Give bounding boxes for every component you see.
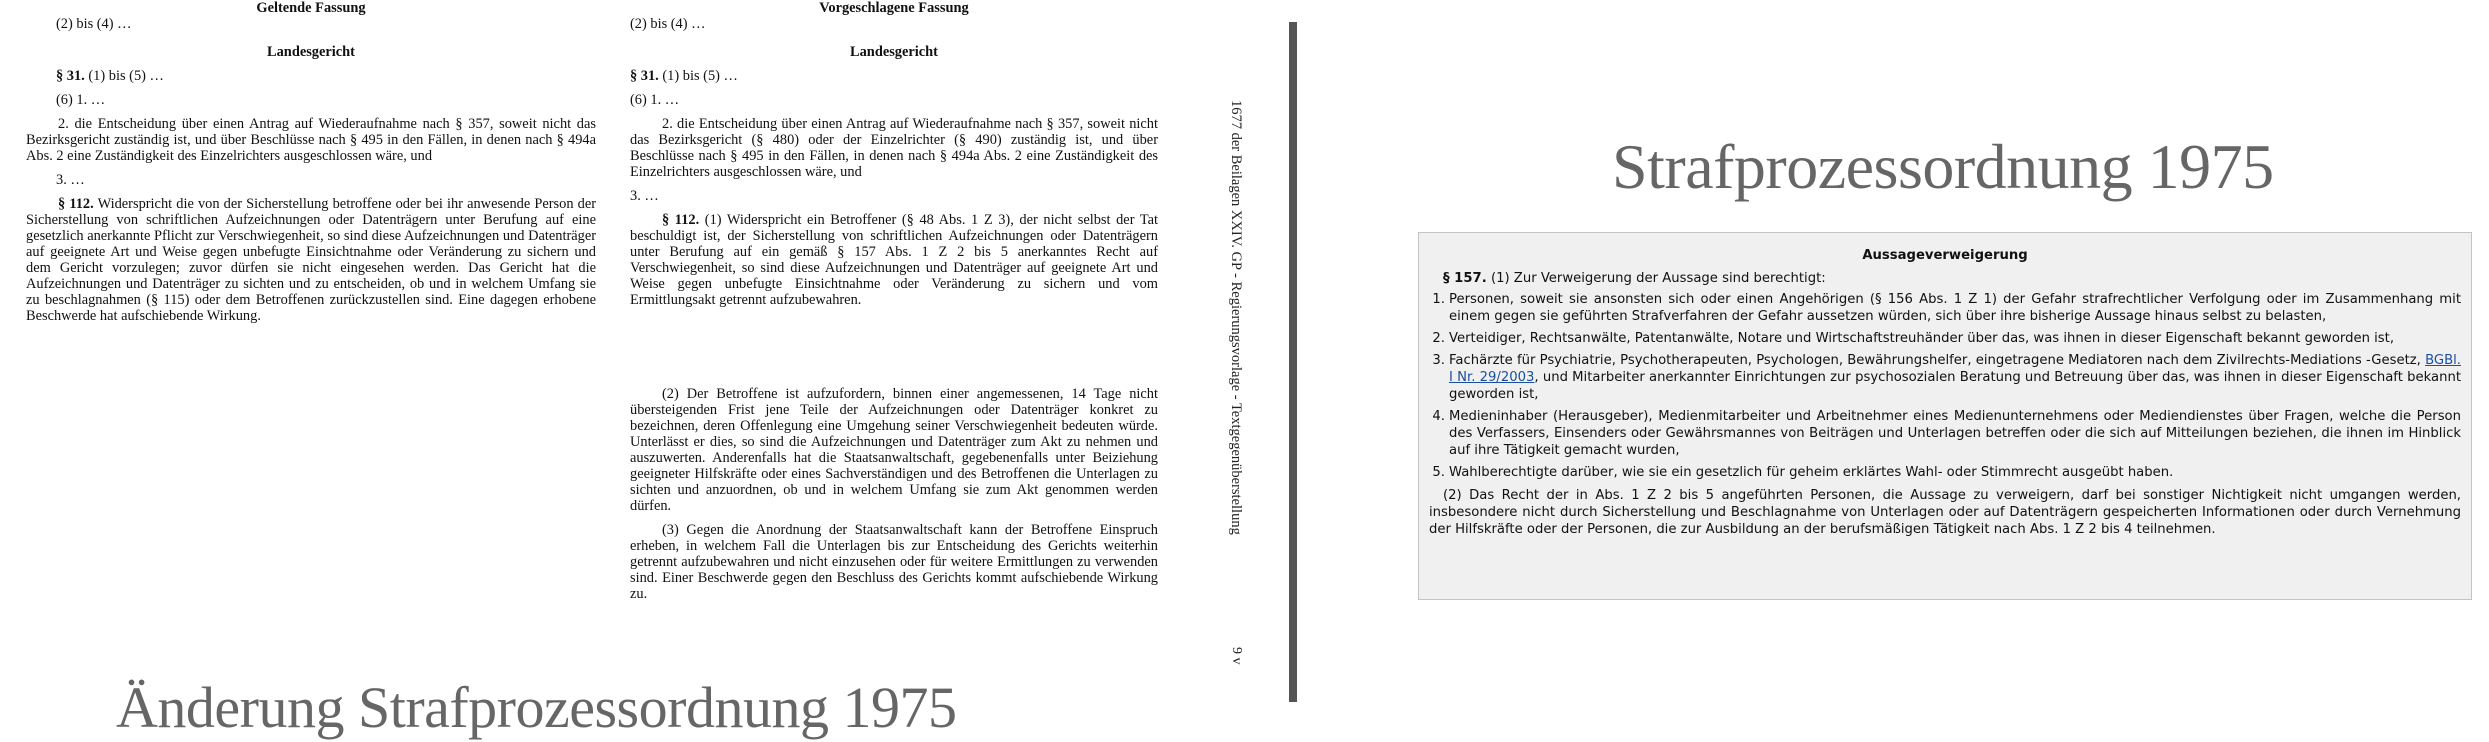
text-segment: Fachärzte für Psychiatrie, Psychotherapeuten, Psychologen, Bewährungshelfer, eingetragene Mediatoren nach dem Zivilrechts-Mediations -Gesetz, xyxy=(1449,353,2426,368)
list-item-number: 1. xyxy=(1432,292,1445,307)
current-version-column xyxy=(26,0,596,324)
section-number: § 31. xyxy=(630,68,659,84)
proposed-version-column xyxy=(630,0,1158,602)
law-excerpt-box xyxy=(1418,232,2472,600)
list-item xyxy=(1429,464,2461,481)
paragraph: (6) 1. … xyxy=(630,92,680,108)
page-margin-label xyxy=(1226,100,1250,665)
list-item-text xyxy=(1449,352,2461,403)
paragraph: (2) Der Betroffene ist aufzufordern, binnen einer angemessenen, 14 Tage nicht übersteigenden Frist jene Teile der Aufzeichnungen oder Datenträger konkret zu bezeichnen, deren Offenlegung eine Umgehung seiner Verschwiegenheit bedeuten würde. Unterlässt er dies, so sind die Aufzeichnungen und Datenträger zum Akt zu nehmen und auszuwerten. Anderenfalls hat die Staatsanwaltschaft, gegebenenfalls unter Beiziehung geeigneter Hilfskräfte oder eines Sachverständigen und des Betroffenen die Unterlagen zu sichten und anzuordnen, ob und in welchem Umfang sie zum Akt genommen werden dürfen. xyxy=(630,386,1158,514)
list-item-number: 3. xyxy=(1432,353,1445,368)
list xyxy=(1429,291,2461,481)
paragraph: 2. die Entscheidung über einen Antrag auf Wiederaufnahme nach § 357, soweit nicht das Bezirksgericht (§ 480) oder der Einzelrichter (§ 490) zuständig ist, und über Beschlüsse nach § 495 in den Fällen, in denen nach § 494a Abs. 2 eine Zuständigkeit des Einzelrichters ausgeschlossen wäre, und xyxy=(630,116,1158,180)
page-number: 9 v xyxy=(1229,647,1244,665)
section-heading: Aussageverweigerung xyxy=(1862,248,2028,263)
section-text: (1) bis (5) … xyxy=(662,68,738,84)
section-31 xyxy=(56,68,596,84)
amendment-title: Änderung Strafprozessordnung 1975 xyxy=(116,675,957,740)
paragraph: 3. … xyxy=(630,188,659,204)
section-text: (1) Widerspricht ein Betroffener (§ 48 Abs. 1 Z 3), der nicht selbst der Tat beschuldigt ist, der Sicherstellung von schriftlichen Aufzeichnungen oder Datenträgern unter Berufung auf ein gemäß § 157 Abs. 1 Z 2 bis 5 anerkanntes Recht auf Verschwiegenheit, so sind diese Aufzeichnungen und Datenträger auf geeignete Art und Weise gegen unbefugte Einsichtnahme oder Veränderung zu sichern und vom Ermittlungsakt getrennt aufzubewahren. xyxy=(630,212,1158,308)
section-157-lead xyxy=(1443,270,2461,287)
column-heading: Vorgeschlagene Fassung xyxy=(819,0,969,16)
section-number: § 112. xyxy=(58,196,94,212)
divider xyxy=(1289,22,1297,702)
paragraph: (2) bis (4) … xyxy=(56,16,132,32)
paragraph: (6) 1. … xyxy=(56,92,106,108)
list-item-text: Wahlberechtigte darüber, wie sie ein gesetzlich für geheim erklärtes Wahl- oder Stimmrecht ausgeübt haben. xyxy=(1449,465,2174,480)
list-item-number: 5. xyxy=(1432,465,1445,480)
law-title: Strafprozessordnung 1975 xyxy=(1612,131,2274,202)
paragraph: 2. die Entscheidung über einen Antrag auf Wiederaufnahme nach § 357, soweit nicht das Bezirksgericht zuständig ist, und über Beschlüsse nach § 495 in den Fällen, in denen nach § 494a Abs. 2 eine Zuständigkeit des Einzelrichters ausgeschlossen wäre, und xyxy=(26,116,596,164)
section-number: § 31. xyxy=(56,68,85,84)
list-item xyxy=(1429,330,2461,347)
paragraph: (2) Das Recht der in Abs. 1 Z 2 bis 5 angeführten Personen, die Aussage zu verweigern, darf bei sonstiger Nichtigkeit nicht umgangen werden, insbesondere nicht durch Sicherstellung und Beschlagnahme von Unterlagen oder auf Datenträgern gespeicherten Informationen oder durch Vernehmung der Hilfskräfte oder der Personen, die zur Ausbildung an der berufsmäßigen Tätigkeit nach Abs. 1 Z 2 bis 4 teilnehmen. xyxy=(1429,488,2461,537)
paragraph: 3. … xyxy=(56,172,85,188)
section-text: Widerspricht die von der Sicherstellung betroffene oder bei ihr anwesende Person der Sicherstellung von schriftlichen Aufzeichnungen oder Datenträgern unter Berufung auf eine gesetzlich anerkannte Pflicht zur Verschwiegenheit, so sind diese Aufzeichnungen und Datenträger auf geeignete Art und Weise gegen unbefugte Einsichtnahme oder Veränderung zu sichern und dem Gericht vorzulegen; zuvor dürfen sie nicht eingesehen werden. Das Gericht hat die Aufzeichnungen und Datenträger zu sichten und zu entscheiden, ob und in welchem Umfang sie zu beschlagnahmen (§ 115) oder dem Betroffenen zurückzustellen sind. Eine dagegen erhobene Beschwerde hat aufschiebende Wirkung. xyxy=(26,196,597,324)
document-reference: 1677 der Beilagen XXIV. GP - Regierungsvorlage - Textgegenüberstellung xyxy=(1228,100,1244,535)
paragraph: (2) bis (4) … xyxy=(630,16,706,32)
bgbl-link[interactable]: BGBl. I Nr. 29/2003 xyxy=(1449,353,2461,385)
list-item-number: 2. xyxy=(1432,331,1445,346)
section-112 xyxy=(630,212,1158,308)
section-112 xyxy=(26,196,596,324)
court-heading: Landesgericht xyxy=(267,44,355,60)
section-text: (1) bis (5) … xyxy=(88,68,164,84)
section-text: (1) Zur Verweigerung der Aussage sind berechtigt: xyxy=(1490,271,1826,286)
list-item-text: Personen, soweit sie ansonsten sich oder einen Angehörigen (§ 156 Abs. 1 Z 1) der Gefahr strafrechtlicher Verfolgung oder im Zusammenhang mit einem gegen sie geführten Strafverfahren der Gefahr aussetzen würden, sich über ihre bisherige Aussage hinaus selbst zu belasten, xyxy=(1449,292,2461,324)
text-segment: , und Mitarbeiter anerkannter Einrichtungen zur psychosozialen Beratung und Betreuung über das, was ihnen in dieser Eigenschaft bekannt geworden ist, xyxy=(1449,370,2461,402)
section-number: § 112. xyxy=(662,212,700,228)
court-heading: Landesgericht xyxy=(850,44,938,60)
section-31 xyxy=(630,68,1158,84)
list-item xyxy=(1429,291,2461,325)
paragraph: (3) Gegen die Anordnung der Staatsanwaltschaft kann der Betroffene Einspruch erheben, in welchem Fall die Unterlagen bis zur Entscheidung des Gerichts weiterhin getrennt aufzubewahren und nicht einzusehen oder für weitere Ermittlungen zu verwenden sind. Einer Beschwerde gegen den Beschluss des Gerichts kommt aufschiebende Wirkung zu. xyxy=(630,522,1158,602)
list-item xyxy=(1429,408,2461,459)
list-item-number: 4. xyxy=(1432,409,1445,424)
list-item xyxy=(1429,352,2461,403)
section-number: § 157. xyxy=(1443,271,1487,286)
column-heading: Geltende Fassung xyxy=(256,0,366,16)
list-item-text: Medieninhaber (Herausgeber), Medienmitarbeiter und Arbeitnehmer eines Medienunternehmens oder Mediendienstes über Fragen, welche die Person des Verfassers, Einsenders oder Gewährsmannes von Beiträgen und Unterlagen betreffen oder die sich auf Mitteilungen beziehen, die ihnen im Hinblick auf ihre Tätigkeit gemacht wurden, xyxy=(1449,409,2461,458)
list-item-text: Verteidiger, Rechtsanwälte, Patentanwälte, Notare und Wirtschaftstreuhänder über das, was ihnen in dieser Eigenschaft bekannt geworden ist, xyxy=(1449,331,2395,346)
